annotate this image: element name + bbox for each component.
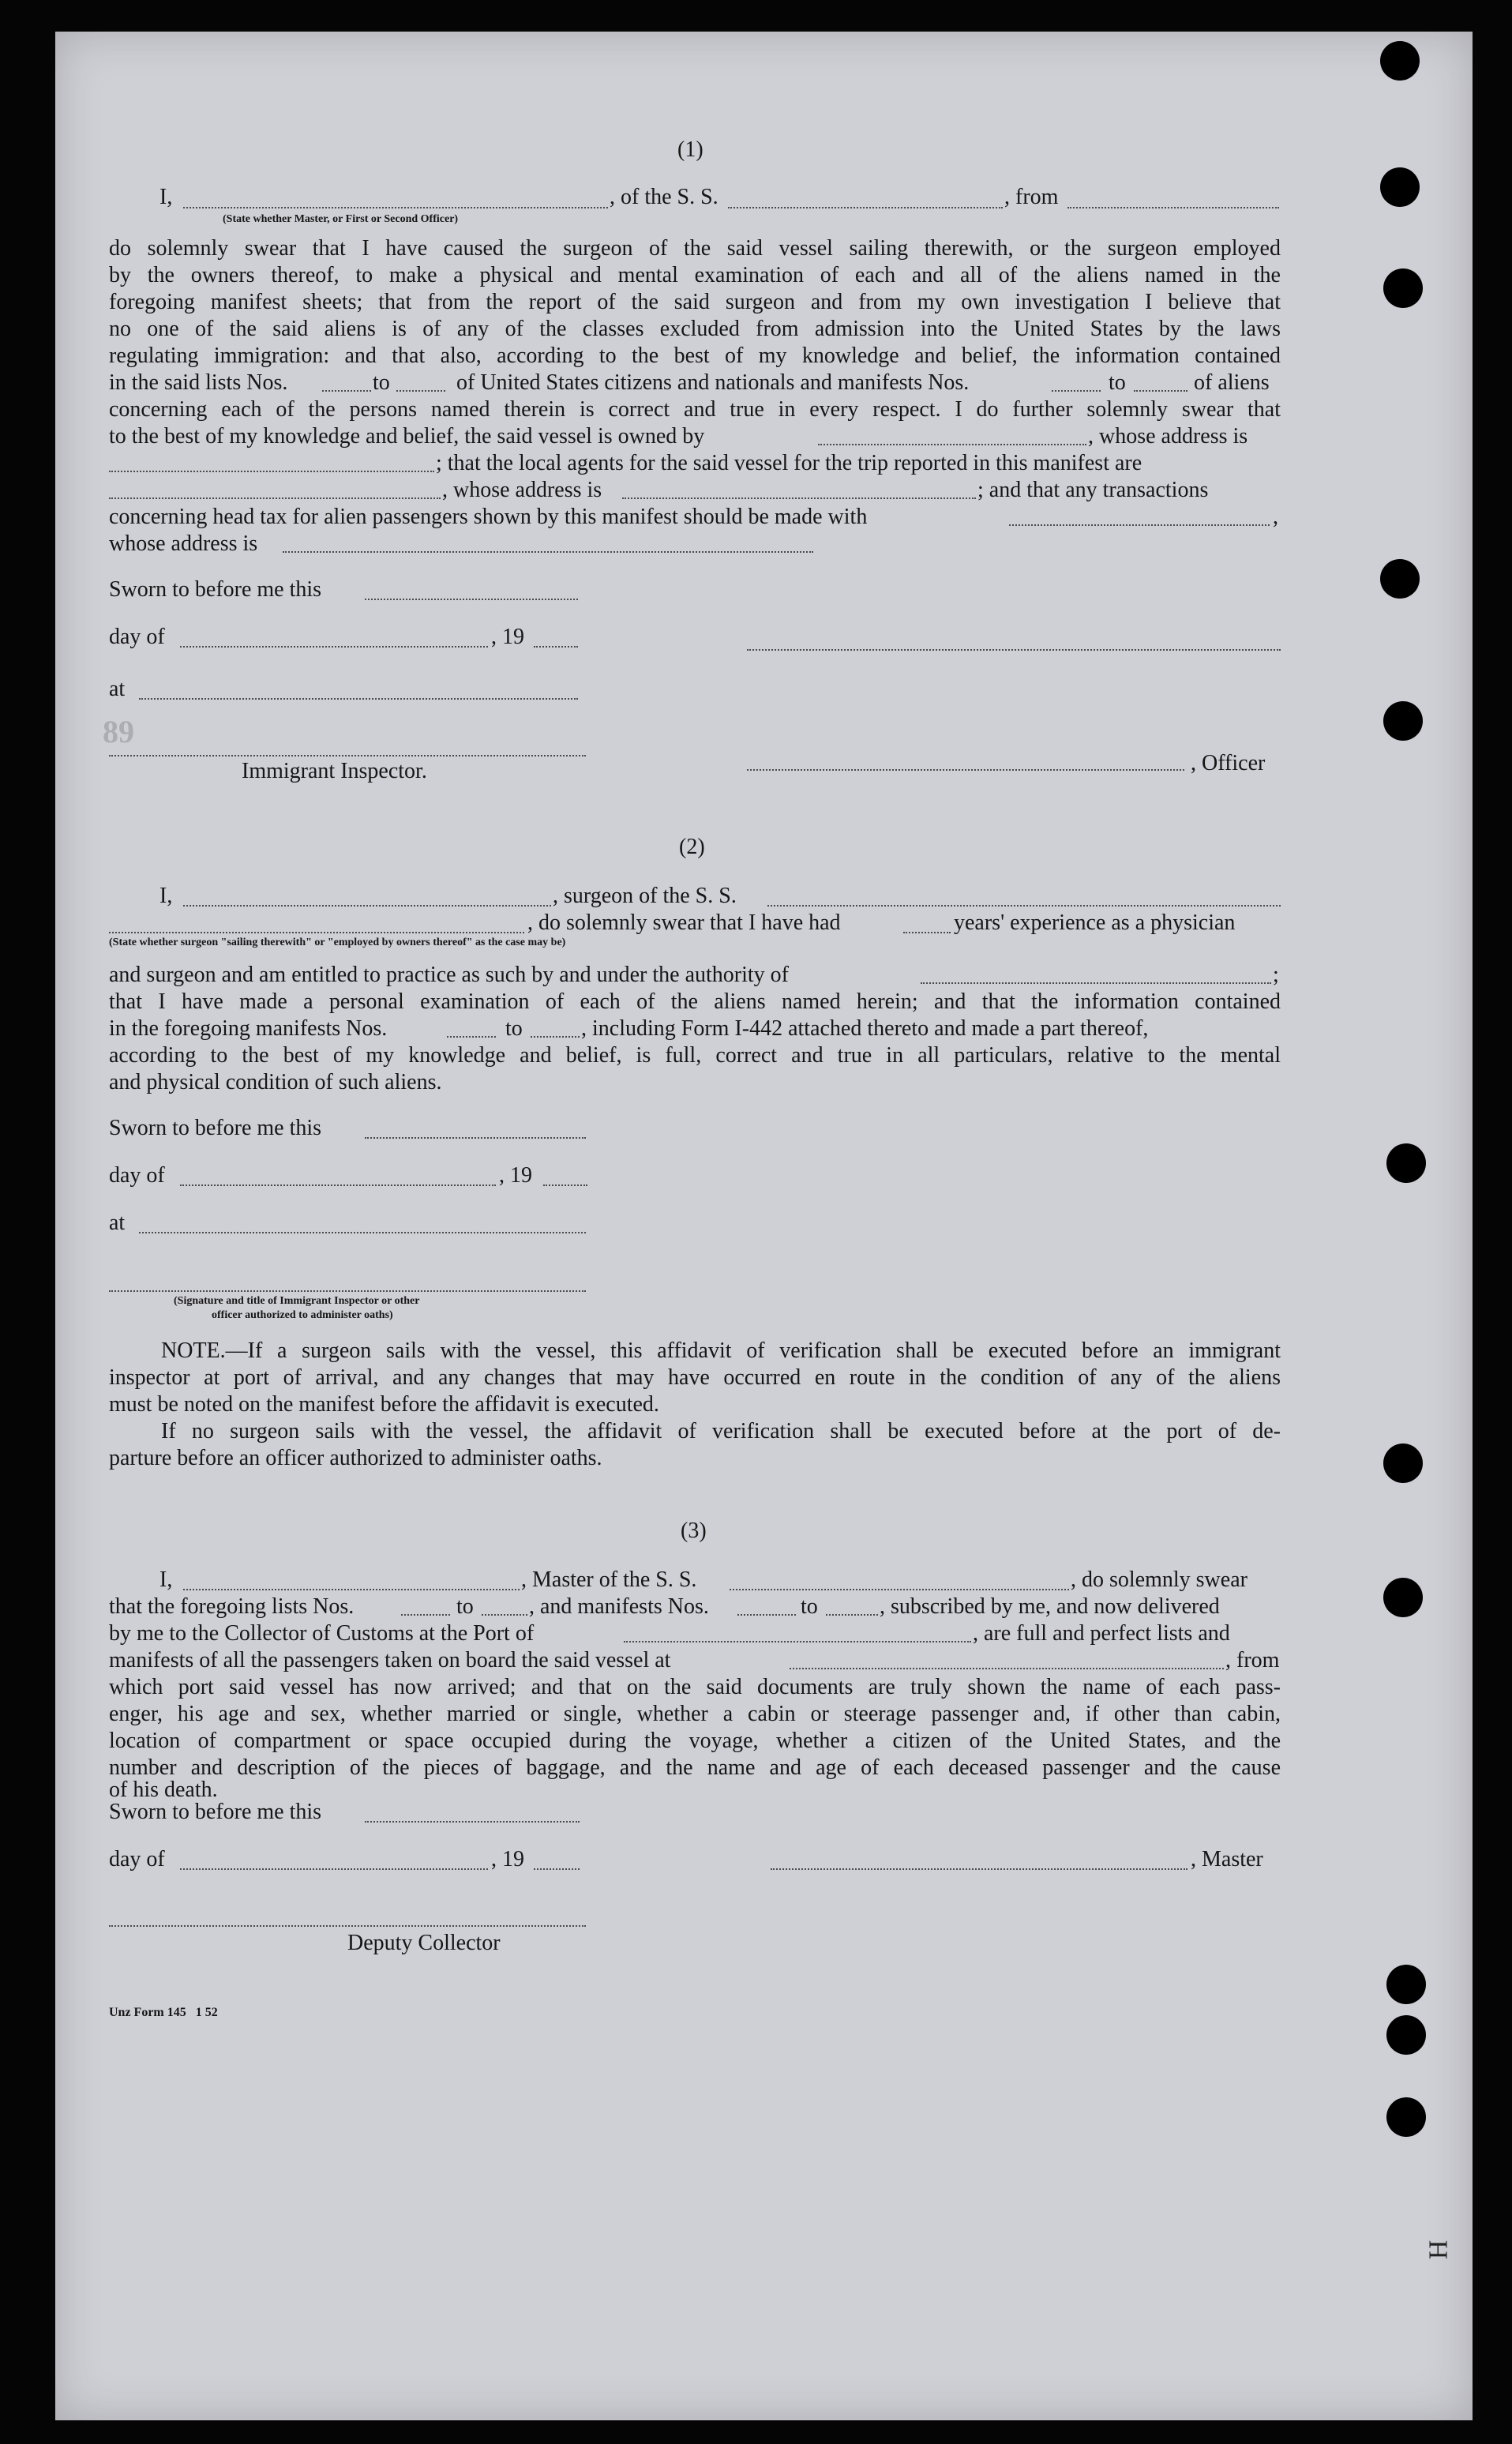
year-label: , 19 <box>499 1163 532 1188</box>
from-port-line <box>1067 207 1279 208</box>
years-experience-label: years' experience as a physician <box>954 910 1236 935</box>
sworn-line <box>365 1821 580 1823</box>
binder-hole <box>1383 268 1423 308</box>
embark-port-line <box>790 1668 1224 1669</box>
binder-hole <box>1383 701 1423 741</box>
binder-hole <box>1383 1578 1423 1617</box>
manifests-from-line <box>1052 390 1101 392</box>
signature-instruction: (Signature and title of Immigrant Inspector or other <box>174 1295 420 1307</box>
sworn-line <box>365 599 578 600</box>
paragraph-line: foregoing manifest sheets; that from the report of the said surgeon and from my own investigation I believe that <box>109 290 1281 314</box>
manifests-from-line <box>737 1614 796 1616</box>
full-lists-label: , are full and perfect lists and <box>973 1621 1230 1646</box>
day-of-label: day of <box>109 1847 165 1871</box>
paragraph-line: number and description of the pieces of baggage, and the name and age of each deceased passenger and the cause <box>109 1755 1281 1780</box>
form-number: Unz Form 145 1 52 <box>109 2006 218 2019</box>
year-line <box>534 1868 580 1870</box>
master-title: , Master <box>1191 1847 1263 1871</box>
lists-to-line <box>482 1614 527 1616</box>
agents-line <box>109 497 441 499</box>
master-signature-line <box>747 649 1281 651</box>
margin-handwriting: H <box>1424 2239 1454 2260</box>
section-1-i: I, <box>159 185 173 209</box>
section-1-paragraph <box>109 235 1281 370</box>
to-label: to <box>801 1594 818 1619</box>
surgeon-type-instruction: (State whether surgeon "sailing therewith" or "employed by owners thereof" as the case may be) <box>109 937 566 948</box>
semicolon: ; <box>1273 963 1279 987</box>
paragraph-line: If no surgeon sails with the vessel, the affidavit of verification shall be executed before at the port of de- <box>161 1419 1281 1443</box>
master-name-line <box>183 1589 520 1590</box>
authority-line <box>921 982 1271 984</box>
section-2-i: I, <box>159 884 173 908</box>
at-label: at <box>109 1211 126 1235</box>
manifests-nos-label: in the foregoing manifests Nos. <box>109 1016 388 1041</box>
year-label: , 19 <box>491 1847 524 1871</box>
section-3-paragraph <box>109 1674 1281 1781</box>
binder-hole <box>1383 1443 1423 1483</box>
of-aliens-label: of aliens <box>1194 370 1270 395</box>
subscribed-label: , subscribed by me, and now delivered <box>880 1594 1220 1619</box>
of-ss-label: , of the S. S. <box>610 185 718 209</box>
day-of-label: day of <box>109 1163 165 1188</box>
sworn-line <box>365 1137 586 1139</box>
manifests-nos-label: , and manifests Nos. <box>529 1594 709 1619</box>
port-line <box>624 1641 971 1642</box>
paragraph-line: by the owners thereof, to make a physical and mental examination of each and all of the aliens named in the <box>109 263 1281 287</box>
paragraph-line: according to the best of my knowledge and belief, is full, correct and true in all particulars, relative to the mental <box>109 1043 1281 1068</box>
year-label: , 19 <box>491 625 524 649</box>
inspector-signature-line <box>109 755 586 756</box>
section-1-paragraph-cont <box>109 396 1281 423</box>
binder-hole <box>1380 41 1420 81</box>
master-signature-line <box>771 1868 1187 1870</box>
taken-aboard-label: manifests of all the passengers taken on board the said vessel at <box>109 1648 671 1673</box>
lists-from-line <box>322 390 371 392</box>
paragraph-line: that I have made a personal examination of each of the aliens named herein; and that the information contained <box>109 989 1281 1014</box>
note-paragraph <box>109 1338 1281 1472</box>
head-tax-contact-line <box>1009 524 1270 526</box>
day-of-label: day of <box>109 625 165 649</box>
contact-address-line <box>283 551 813 553</box>
master-ship-line <box>730 1589 1069 1590</box>
lists-nos-label: that the foregoing lists Nos. <box>109 1594 355 1619</box>
whose-address-label: , whose address is <box>1088 424 1248 449</box>
rank-instruction: (State whether Master, or First or Second Officer) <box>223 213 459 225</box>
sworn-label: Sworn to before me this <box>109 1116 322 1140</box>
section-3-i: I, <box>159 1567 173 1592</box>
year-line <box>534 646 578 648</box>
paragraph-line: no one of the said aliens is of any of the classes excluded from admission into the United States by the laws <box>109 317 1281 341</box>
to-label: to <box>505 1016 523 1041</box>
paragraph-line: concerning each of the persons named therein is correct and true in every respect. I do further solemnly swear that <box>109 397 1281 422</box>
from-label: , from <box>1004 185 1059 209</box>
binder-hole <box>1386 2097 1426 2137</box>
section-3-heading: (3) <box>681 1519 707 1543</box>
paragraph-line: and physical condition of such aliens. <box>109 1070 442 1094</box>
lists-from-line <box>401 1614 450 1616</box>
manifests-to-line <box>826 1614 878 1616</box>
owner-address-line <box>109 471 434 472</box>
manifests-from-line <box>447 1036 496 1038</box>
at-label: at <box>109 677 126 701</box>
day-line <box>180 1184 496 1186</box>
head-tax-label: concerning head tax for alien passengers shown by this manifest should be made with <box>109 505 868 529</box>
form-i442-label: , including Form I-442 attached thereto and made a part thereof, <box>581 1016 1149 1041</box>
citizens-manifests-label: of United States citizens and nationals and manifests Nos. <box>456 370 970 395</box>
day-line <box>180 1868 488 1870</box>
master-of-ss-label: , Master of the S. S. <box>521 1567 697 1592</box>
faint-stamp: 89 <box>103 714 134 749</box>
paragraph-line: inspector at port of arrival, and any changes that may have occurred en route in the condition of any of the aliens <box>109 1365 1281 1390</box>
solemnly-swear-label: , do solemnly swear that I have had <box>527 910 841 935</box>
officer-rank-line <box>183 207 608 208</box>
paragraph-line: of his death. <box>109 1778 218 1802</box>
binder-hole <box>1386 1143 1426 1183</box>
paragraph-line: location of compartment or space occupied during the voyage, whether a citizen of the United States, and the <box>109 1729 1281 1753</box>
sworn-label: Sworn to before me this <box>109 1800 322 1824</box>
signature-instruction: officer authorized to administer oaths) <box>212 1309 393 1321</box>
solemnly-swear-label: , do solemnly swear <box>1071 1567 1247 1592</box>
officer-signature-line <box>747 769 1184 771</box>
inspector-signature-line <box>109 1290 586 1292</box>
surgeon-ship-line <box>767 905 1281 907</box>
section-2-paragraph <box>109 989 1281 1016</box>
paragraph-line: enger, his age and sex, whether married or single, whether a cabin or steerage passenger and, if other than cabin, <box>109 1702 1281 1726</box>
collector-label: by me to the Collector of Customs at the Port of <box>109 1621 535 1646</box>
whose-address-label: , whose address is <box>442 478 602 502</box>
years-line <box>903 932 951 933</box>
local-agents-label: ; that the local agents for the said vessel for the trip reported in this manifest are <box>436 451 1142 475</box>
paragraph-line: must be noted on the manifest before the affidavit is executed. <box>109 1392 659 1417</box>
lists-nos-label: in the said lists Nos. <box>109 370 288 395</box>
lists-to-line <box>396 390 445 392</box>
paragraph-line: NOTE.—If a surgeon sails with the vessel, this affidavit of verification shall be executed before an immigrant <box>161 1338 1281 1363</box>
surgeon-name-line <box>183 905 551 907</box>
inspector-title: Immigrant Inspector. <box>242 759 427 783</box>
whose-address-label: whose address is <box>109 531 258 556</box>
section-2-paragraph-cont <box>109 1042 1281 1096</box>
binder-hole <box>1386 1965 1426 2004</box>
day-line <box>180 646 488 648</box>
year-line <box>543 1184 587 1186</box>
binder-hole <box>1386 2015 1426 2055</box>
paragraph-line: which port said vessel has now arrived; and that on the said documents are truly shown the name of each pass- <box>109 1675 1281 1699</box>
from-label: , from <box>1225 1648 1280 1673</box>
at-line <box>139 1232 586 1233</box>
owner-line <box>818 444 1086 445</box>
paragraph-line: do solemnly swear that I have caused the surgeon of the said vessel sailing therewith, or the surgeon employed <box>109 236 1281 261</box>
paragraph-line: parture before an officer authorized to administer oaths. <box>109 1446 602 1470</box>
officer-title: , Officer <box>1191 751 1266 775</box>
surgeon-type-line <box>109 932 524 933</box>
sworn-label: Sworn to before me this <box>109 577 322 602</box>
section-1-heading: (1) <box>677 137 703 162</box>
agents-address-line <box>622 497 976 499</box>
surgeon-of-ss-label: , surgeon of the S. S. <box>553 884 737 908</box>
collector-signature-line <box>109 1925 586 1927</box>
manifests-to-line <box>1134 390 1187 392</box>
paragraph-line: regulating immigration: and that also, according to the best of my knowledge and belief, the information contained <box>109 344 1281 368</box>
binder-hole <box>1380 559 1420 599</box>
transactions-label: ; and that any transactions <box>977 478 1209 502</box>
to-label: to <box>1109 370 1126 395</box>
ship-name-line <box>728 207 1003 208</box>
owned-by-label: to the best of my knowledge and belief, the said vessel is owned by <box>109 424 705 449</box>
at-line <box>139 698 578 700</box>
authority-label: and surgeon and am entitled to practice as such by and under the authority of <box>109 963 789 987</box>
to-label: to <box>456 1594 474 1619</box>
manifests-to-line <box>531 1036 580 1038</box>
comma: , <box>1273 505 1278 529</box>
section-2-heading: (2) <box>679 835 705 859</box>
binder-hole <box>1380 167 1420 207</box>
deputy-collector-title: Deputy Collector <box>347 1931 501 1955</box>
to-label: to <box>373 370 390 395</box>
